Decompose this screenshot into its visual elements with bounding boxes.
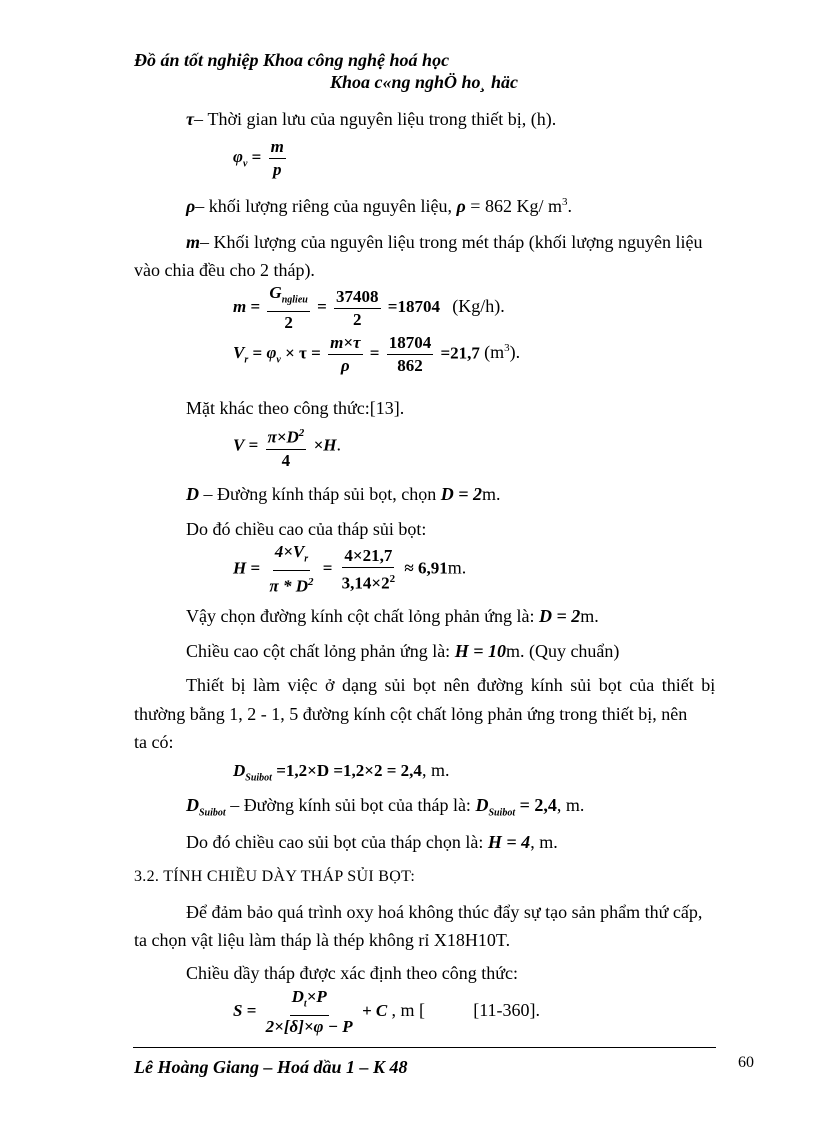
volume-formula: V = $\frac{\pi\times D^2}{4}$ ×H. <box>233 423 341 471</box>
thickness-intro: Chiều dầy tháp được xác định theo công thức: <box>186 963 518 983</box>
m-definition-line2: vào chia đều cho 2 tháp). <box>134 260 315 280</box>
header-title: Đồ án tốt nghiệp Khoa công nghệ hoá học <box>134 50 450 70</box>
height-intro: Do đó chiều cao của tháp sủi bọt: <box>186 519 427 539</box>
tau-definition: τ– Thời gian lưu của nguyên liệu trong thiết bị, (h). <box>186 109 557 129</box>
m-definition-line1: m– Khối lượng của nguyên liệu trong mét tháp (khối lượng nguyên liệu <box>186 232 703 252</box>
thickness-equation: S = $\frac{D_t\times P}{2\times[\delta]\times\varphi - P}$ + C , m [ [11-360]. <box>233 987 541 1037</box>
select-height: Chiều cao cột chất lỏng phản ứng là: H = 10m. (Quy chuẩn) <box>186 641 620 661</box>
ds-definition: $D_{Suibot}$ – Đường kính sủi bọt của tháp là: $D_{Suibot} = 2,4$, m. <box>186 795 585 819</box>
paragraph-1-line1: Thiết bị làm việc ở dạng sủi bọt nên đường kính sủi bọt của thiết bị <box>186 675 716 695</box>
phi-formula: $\varphi_v$ = $\frac{m}{p}$ <box>233 137 284 179</box>
paragraph-1-line2: thường bằng 1, 2 - 1, 5 đường kính cột chất lỏng phản ứng trong thiết bị, nên <box>134 704 688 724</box>
rho-definition: ρ– khối lượng riêng của nguyên liệu, ρ = 862 Kg/ $m^3$. <box>186 196 572 216</box>
paragraph-2-line1: Để đảm bảo quá trình oxy hoá không thúc đẩy sự tạo sản phẩm thứ cấp, <box>186 902 703 922</box>
select-diameter: Vậy chọn đường kính cột chất lỏng phản ứng là: D = 2m. <box>186 606 599 626</box>
footer-divider <box>133 1047 716 1048</box>
formula-intro: Mặt khác theo công thức:[13]. <box>186 398 405 418</box>
footer-author: Lê Hoàng Giang – Hoá dầu 1 – K 48 <box>134 1057 408 1077</box>
height-equation: H = $\frac{4\times V_r}{\pi * D^2}$ = $\frac{4\times 21,7}{3,14\times 2^2}$ ≈ 6,91m. <box>233 542 467 597</box>
section-heading: 3.2. TÍNH CHIỀU DÀY THÁP SỦI BỌT: <box>134 868 416 885</box>
d-definition: D – Đường kính tháp sủi bọt, chọn D = 2m. <box>186 484 501 504</box>
ds-equation: $D_{Suibot} =1,2\times D =1,2\times 2 = 2,4$, m. <box>233 760 450 784</box>
paragraph-2-line2: ta chọn vật liệu làm tháp là thép không rỉ X18H10T. <box>134 930 511 950</box>
header-subtitle: Khoa c«ng nghÖ ho¸ häc <box>330 72 519 92</box>
v-equation: $V_r = \varphi_v \times \tau$ = $\frac{m\times\tau}{\rho}$ = $\frac{18704}{862}$ =21,7 $(m^3)$. <box>233 333 521 375</box>
m-equation: m = $\frac{G_{nglieu}}{2}$ = $\frac{37408}{2}$ =18704 (Kg/h). <box>233 283 505 333</box>
paragraph-1-line3: ta có: <box>134 732 174 752</box>
page-number: 60 <box>738 1054 754 1071</box>
hs-intro: Do đó chiều cao sủi bọt của tháp chọn là: H = 4, m. <box>186 832 558 852</box>
